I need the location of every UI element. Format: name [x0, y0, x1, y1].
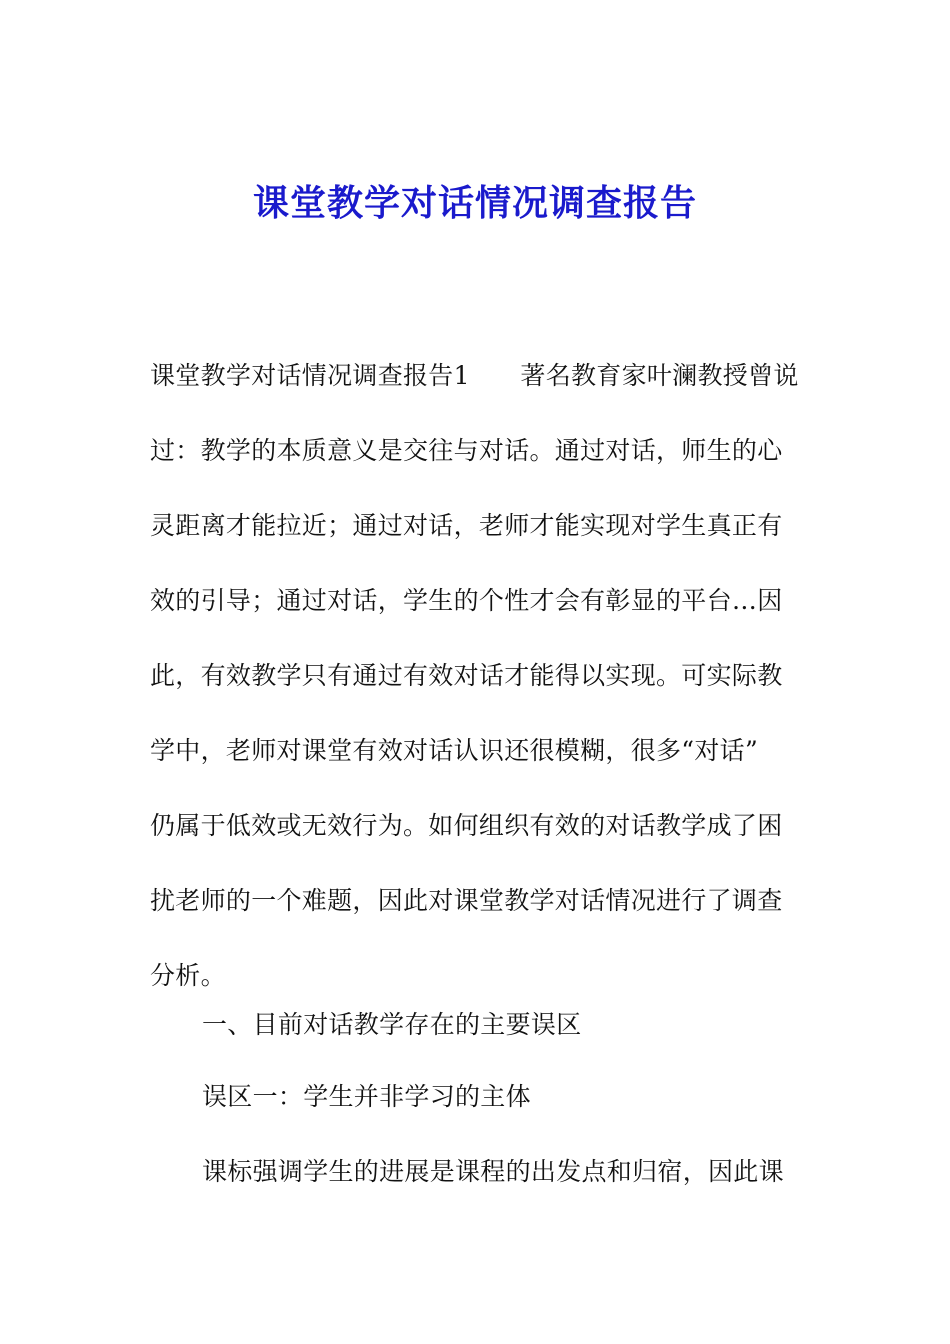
- paragraph-line: 学中，老师对课堂有效对话认识还很模糊，很多“对话”: [150, 736, 759, 765]
- paragraph-line: 效的引导；通过对话，学生的个性才会有彰显的平台…因: [150, 586, 783, 615]
- intro-paragraph: [150, 338, 810, 1013]
- subsection-heading: 误区一：学生并非学习的主体: [202, 1082, 531, 1111]
- paragraph-line: 分析。: [150, 961, 226, 990]
- paragraph-line: 课标强调学生的进展是课程的出发点和归宿，因此课: [202, 1157, 784, 1186]
- paragraph-line: 此，有效教学只有通过有效对话才能得以实现。可实际教: [150, 661, 783, 690]
- document-title: 课堂教学对话情况调查报告: [252, 182, 697, 224]
- paragraph-line: 扰老师的一个难题，因此对课堂教学对话情况进行了调查: [150, 886, 783, 915]
- paragraph-line: 仍属于低效或无效行为。如何组织有效的对话教学成了困: [150, 811, 783, 840]
- paragraph-line: 课堂教学对话情况调查报告1 著名教育家叶澜教授曾说: [150, 361, 799, 390]
- paragraph-line: 灵距离才能拉近；通过对话，老师才能实现对学生真正有: [150, 511, 783, 540]
- section-heading: 一、目前对话教学存在的主要误区: [202, 1010, 582, 1039]
- paragraph-line: 过：教学的本质意义是交往与对话。通过对话，师生的心: [150, 436, 783, 465]
